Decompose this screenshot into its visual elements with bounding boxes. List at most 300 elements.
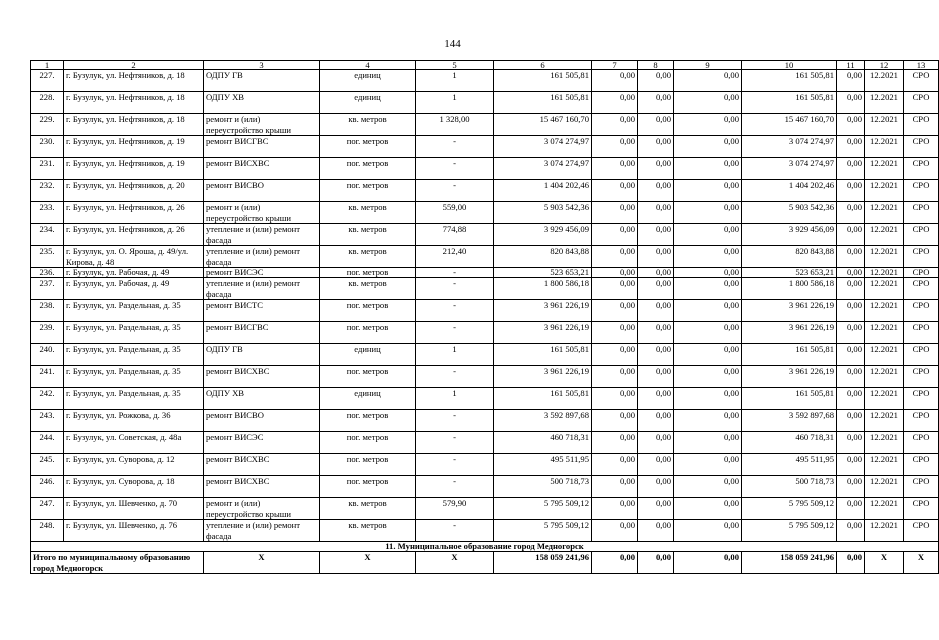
row-number: 247. [31, 498, 64, 520]
table-row [31, 268, 939, 278]
date-cell: 12.2021 [865, 136, 904, 158]
table-row [31, 388, 939, 410]
work-type-cell: утепление и (или) ремонт фасада [204, 278, 320, 300]
unit-cell: кв. метров [320, 278, 416, 300]
date-cell: 12.2021 [865, 224, 904, 246]
address-cell: г. Бузулук, ул. Раздельная, д. 35 [64, 300, 204, 322]
address-cell: г. Бузулук, ул. Нефтяников, д. 26 [64, 224, 204, 246]
source-cell: СРО [904, 432, 939, 454]
quantity-cell: 212,40 [416, 246, 494, 268]
value-cell: 0,00 [638, 498, 674, 520]
value-cell: 0,00 [674, 476, 742, 498]
work-type-cell: ремонт ВИСВО [204, 180, 320, 202]
total-cost-cell: 5 795 509,12 [742, 498, 837, 520]
date-cell: 12.2021 [865, 202, 904, 224]
unit-cell: единиц [320, 70, 416, 92]
table-row [31, 202, 939, 224]
source-cell: СРО [904, 246, 939, 268]
quantity-cell: - [416, 158, 494, 180]
column-number: 8 [638, 61, 674, 70]
table-row [31, 246, 939, 268]
column-number: 1 [31, 61, 64, 70]
total-cost-cell: 820 843,88 [742, 246, 837, 268]
row-number: 241. [31, 366, 64, 388]
source-cell: СРО [904, 520, 939, 542]
total-cost-cell: 1 800 586,18 [742, 278, 837, 300]
cost-cell: 15 467 160,70 [494, 114, 592, 136]
value-cell: 0,00 [837, 344, 865, 366]
cost-cell: 820 843,88 [494, 246, 592, 268]
total-x-cell: Х [204, 552, 320, 574]
date-cell: 12.2021 [865, 246, 904, 268]
date-cell: 12.2021 [865, 92, 904, 114]
unit-cell: кв. метров [320, 114, 416, 136]
total-x-cell: Х [865, 552, 904, 574]
value-cell: 0,00 [592, 366, 638, 388]
table-row [31, 476, 939, 498]
column-number: 11 [837, 61, 865, 70]
address-cell: г. Бузулук, ул. Нефтяников, д. 20 [64, 180, 204, 202]
table-row [31, 278, 939, 300]
table-row [31, 180, 939, 202]
source-cell: СРО [904, 388, 939, 410]
address-cell: г. Бузулук, ул. О. Яроша, д. 49/ул. Кирова, д. 48 [64, 246, 204, 268]
work-type-cell: ремонт ВИСЭС [204, 432, 320, 454]
source-cell: СРО [904, 300, 939, 322]
total-cost-cell: 3 961 226,19 [742, 322, 837, 344]
row-number: 236. [31, 268, 64, 278]
quantity-cell: - [416, 476, 494, 498]
total-cost-cell: 3 961 226,19 [742, 300, 837, 322]
value-cell: 0,00 [674, 268, 742, 278]
work-type-cell: ОДПУ ГВ [204, 344, 320, 366]
value-cell: 0,00 [837, 136, 865, 158]
address-cell: г. Бузулук, ул. Рабочая, д. 49 [64, 278, 204, 300]
column-number: 7 [592, 61, 638, 70]
value-cell: 0,00 [638, 454, 674, 476]
value-cell: 0,00 [592, 114, 638, 136]
row-number: 243. [31, 410, 64, 432]
total-x-cell: Х [320, 552, 416, 574]
value-cell: 0,00 [837, 322, 865, 344]
row-number: 233. [31, 202, 64, 224]
unit-cell: пог. метров [320, 476, 416, 498]
page-number: 144 [444, 38, 461, 50]
value-cell: 0,00 [592, 388, 638, 410]
cost-cell: 3 074 274,97 [494, 136, 592, 158]
unit-cell: пог. метров [320, 268, 416, 278]
cost-cell: 5 795 509,12 [494, 520, 592, 542]
quantity-cell: - [416, 432, 494, 454]
cost-cell: 3 961 226,19 [494, 366, 592, 388]
row-number: 235. [31, 246, 64, 268]
date-cell: 12.2021 [865, 476, 904, 498]
date-cell: 12.2021 [865, 432, 904, 454]
value-cell: 0,00 [837, 300, 865, 322]
value-cell: 0,00 [592, 344, 638, 366]
value-cell: 0,00 [674, 432, 742, 454]
date-cell: 12.2021 [865, 388, 904, 410]
value-cell: 0,00 [638, 432, 674, 454]
cost-cell: 5 795 509,12 [494, 498, 592, 520]
quantity-cell: - [416, 410, 494, 432]
unit-cell: пог. метров [320, 180, 416, 202]
value-cell: 0,00 [674, 366, 742, 388]
value-cell: 0,00 [674, 520, 742, 542]
unit-cell: пог. метров [320, 410, 416, 432]
value-cell: 0,00 [674, 70, 742, 92]
value-cell: 0,00 [837, 498, 865, 520]
source-cell: СРО [904, 268, 939, 278]
unit-cell: кв. метров [320, 498, 416, 520]
value-cell: 0,00 [638, 224, 674, 246]
value-cell: 0,00 [638, 202, 674, 224]
address-cell: г. Бузулук, ул. Раздельная, д. 35 [64, 322, 204, 344]
date-cell: 12.2021 [865, 268, 904, 278]
quantity-cell: 1 [416, 388, 494, 410]
value-cell: 0,00 [837, 70, 865, 92]
table-row [31, 498, 939, 520]
table-row [31, 70, 939, 92]
capital-repair-table [30, 60, 939, 574]
value-cell: 0,00 [592, 300, 638, 322]
quantity-cell: - [416, 366, 494, 388]
source-cell: СРО [904, 92, 939, 114]
address-cell: г. Бузулук, ул. Нефтяников, д. 18 [64, 70, 204, 92]
table-row [31, 454, 939, 476]
cost-cell: 161 505,81 [494, 388, 592, 410]
row-number: 232. [31, 180, 64, 202]
value-cell: 0,00 [674, 410, 742, 432]
value-cell: 0,00 [592, 202, 638, 224]
value-cell: 0,00 [674, 344, 742, 366]
work-type-cell: ремонт и (или) переустройство крыши [204, 498, 320, 520]
table-row [31, 410, 939, 432]
quantity-cell: - [416, 454, 494, 476]
work-type-cell: утепление и (или) ремонт фасада [204, 246, 320, 268]
address-cell: г. Бузулук, ул. Нефтяников, д. 18 [64, 92, 204, 114]
value-cell: 0,00 [638, 322, 674, 344]
total-cost-cell: 495 511,95 [742, 454, 837, 476]
work-type-cell: ремонт ВИСВО [204, 410, 320, 432]
quantity-cell: - [416, 136, 494, 158]
row-number: 245. [31, 454, 64, 476]
column-number: 12 [865, 61, 904, 70]
cost-cell: 460 718,31 [494, 432, 592, 454]
row-number: 237. [31, 278, 64, 300]
work-type-cell: ремонт ВИСГВС [204, 322, 320, 344]
work-type-cell: ремонт и (или) переустройство крыши [204, 202, 320, 224]
value-cell: 0,00 [837, 114, 865, 136]
value-cell: 0,00 [592, 520, 638, 542]
cost-cell: 500 718,73 [494, 476, 592, 498]
date-cell: 12.2021 [865, 158, 904, 180]
value-cell: 0,00 [674, 388, 742, 410]
value-cell: 0,00 [592, 454, 638, 476]
address-cell: г. Бузулук, ул. Раздельная, д. 35 [64, 366, 204, 388]
table-row [31, 520, 939, 542]
table-row [31, 224, 939, 246]
date-cell: 12.2021 [865, 366, 904, 388]
value-cell: 0,00 [592, 92, 638, 114]
total-cost-cell: 161 505,81 [742, 92, 837, 114]
value-cell: 0,00 [638, 246, 674, 268]
unit-cell: единиц [320, 388, 416, 410]
value-cell: 0,00 [674, 224, 742, 246]
value-cell: 0,00 [592, 158, 638, 180]
source-cell: СРО [904, 158, 939, 180]
table-row [31, 114, 939, 136]
table-row [31, 136, 939, 158]
cost-cell: 161 505,81 [494, 92, 592, 114]
table-row [31, 300, 939, 322]
value-cell: 0,00 [638, 388, 674, 410]
row-number: 231. [31, 158, 64, 180]
value-cell: 0,00 [638, 476, 674, 498]
date-cell: 12.2021 [865, 70, 904, 92]
total-cost-cell: 161 505,81 [742, 70, 837, 92]
address-cell: г. Бузулук, ул. Рабочая, д. 49 [64, 268, 204, 278]
row-number: 246. [31, 476, 64, 498]
value-cell: 0,00 [837, 202, 865, 224]
value-cell: 0,00 [837, 268, 865, 278]
unit-cell: пог. метров [320, 454, 416, 476]
quantity-cell: 774,88 [416, 224, 494, 246]
section-title: 11. Муниципальное образование город Медногорск [31, 542, 939, 552]
value-cell: 0,00 [837, 92, 865, 114]
total-cost-cell: 3 592 897,68 [742, 410, 837, 432]
date-cell: 12.2021 [865, 498, 904, 520]
total-cost-cell: 500 718,73 [742, 476, 837, 498]
value-cell: 0,00 [638, 366, 674, 388]
value-cell: 0,00 [837, 278, 865, 300]
total-cost-cell: 523 653,21 [742, 268, 837, 278]
value-cell: 0,00 [638, 520, 674, 542]
row-number: 248. [31, 520, 64, 542]
table-row [31, 344, 939, 366]
value-cell: 0,00 [638, 300, 674, 322]
source-cell: СРО [904, 344, 939, 366]
total-value-cell: 0,00 [837, 552, 865, 574]
work-type-cell: ремонт ВИСХВС [204, 454, 320, 476]
table-body [31, 61, 939, 574]
work-type-cell: ОДПУ ГВ [204, 70, 320, 92]
value-cell: 0,00 [837, 388, 865, 410]
address-cell: г. Бузулук, ул. Шевченко, д. 76 [64, 520, 204, 542]
work-type-cell: ремонт ВИСХВС [204, 158, 320, 180]
total-cost-cell: 3 074 274,97 [742, 158, 837, 180]
unit-cell: единиц [320, 92, 416, 114]
row-number: 238. [31, 300, 64, 322]
table-row [31, 432, 939, 454]
work-type-cell: утепление и (или) ремонт фасада [204, 224, 320, 246]
value-cell: 0,00 [592, 476, 638, 498]
date-cell: 12.2021 [865, 410, 904, 432]
value-cell: 0,00 [592, 180, 638, 202]
value-cell: 0,00 [837, 180, 865, 202]
source-cell: СРО [904, 322, 939, 344]
value-cell: 0,00 [837, 520, 865, 542]
value-cell: 0,00 [638, 114, 674, 136]
quantity-cell: - [416, 322, 494, 344]
unit-cell: кв. метров [320, 224, 416, 246]
quantity-cell: - [416, 278, 494, 300]
address-cell: г. Бузулук, ул. Нефтяников, д. 19 [64, 136, 204, 158]
column-number: 5 [416, 61, 494, 70]
value-cell: 0,00 [638, 268, 674, 278]
cost-cell: 3 592 897,68 [494, 410, 592, 432]
source-cell: СРО [904, 180, 939, 202]
value-cell: 0,00 [592, 246, 638, 268]
total-cost-cell: 460 718,31 [742, 432, 837, 454]
total-cost-cell: 5 795 509,12 [742, 520, 837, 542]
address-cell: г. Бузулук, ул. Рожкова, д. 36 [64, 410, 204, 432]
total-cost-cell: 161 505,81 [742, 344, 837, 366]
quantity-cell: - [416, 180, 494, 202]
value-cell: 0,00 [837, 158, 865, 180]
row-number: 239. [31, 322, 64, 344]
row-number: 228. [31, 92, 64, 114]
column-number: 13 [904, 61, 939, 70]
column-number: 4 [320, 61, 416, 70]
row-number: 242. [31, 388, 64, 410]
column-number: 2 [64, 61, 204, 70]
unit-cell: кв. метров [320, 202, 416, 224]
unit-cell: пог. метров [320, 322, 416, 344]
address-cell: г. Бузулук, ул. Шевченко, д. 70 [64, 498, 204, 520]
unit-cell: кв. метров [320, 246, 416, 268]
unit-cell: пог. метров [320, 300, 416, 322]
source-cell: СРО [904, 278, 939, 300]
value-cell: 0,00 [592, 268, 638, 278]
source-cell: СРО [904, 476, 939, 498]
value-cell: 0,00 [592, 278, 638, 300]
total-cost-cell: 158 059 241,96 [494, 552, 592, 574]
value-cell: 0,00 [674, 498, 742, 520]
source-cell: СРО [904, 224, 939, 246]
quantity-cell: - [416, 300, 494, 322]
value-cell: 0,00 [674, 136, 742, 158]
work-type-cell: ремонт ВИСГВС [204, 136, 320, 158]
cost-cell: 3 074 274,97 [494, 158, 592, 180]
date-cell: 12.2021 [865, 300, 904, 322]
value-cell: 0,00 [837, 476, 865, 498]
address-cell: г. Бузулук, ул. Суворова, д. 12 [64, 454, 204, 476]
quantity-cell: 1 [416, 70, 494, 92]
date-cell: 12.2021 [865, 344, 904, 366]
work-type-cell: ОДПУ ХВ [204, 92, 320, 114]
value-cell: 0,00 [674, 158, 742, 180]
quantity-cell: 1 [416, 344, 494, 366]
work-type-cell: утепление и (или) ремонт фасада [204, 520, 320, 542]
total-value-cell: 0,00 [592, 552, 638, 574]
value-cell: 0,00 [638, 410, 674, 432]
address-cell: г. Бузулук, ул. Нефтяников, д. 26 [64, 202, 204, 224]
value-cell: 0,00 [837, 246, 865, 268]
work-type-cell: ОДПУ ХВ [204, 388, 320, 410]
date-cell: 12.2021 [865, 278, 904, 300]
total-cost-cell: 3 074 274,97 [742, 136, 837, 158]
value-cell: 0,00 [592, 432, 638, 454]
row-number: 240. [31, 344, 64, 366]
date-cell: 12.2021 [865, 114, 904, 136]
cost-cell: 523 653,21 [494, 268, 592, 278]
unit-cell: пог. метров [320, 158, 416, 180]
value-cell: 0,00 [674, 278, 742, 300]
cost-cell: 3 929 456,09 [494, 224, 592, 246]
value-cell: 0,00 [837, 366, 865, 388]
source-cell: СРО [904, 498, 939, 520]
value-cell: 0,00 [837, 410, 865, 432]
value-cell: 0,00 [638, 180, 674, 202]
address-cell: г. Бузулук, ул. Раздельная, д. 35 [64, 388, 204, 410]
value-cell: 0,00 [592, 322, 638, 344]
value-cell: 0,00 [592, 498, 638, 520]
value-cell: 0,00 [837, 224, 865, 246]
address-cell: г. Бузулук, ул. Нефтяников, д. 18 [64, 114, 204, 136]
value-cell: 0,00 [674, 300, 742, 322]
row-number: 230. [31, 136, 64, 158]
unit-cell: единиц [320, 344, 416, 366]
cost-cell: 161 505,81 [494, 344, 592, 366]
total-label: Итого по муниципальному образованию город Медногорск [31, 552, 204, 574]
source-cell: СРО [904, 410, 939, 432]
value-cell: 0,00 [674, 322, 742, 344]
address-cell: г. Бузулук, ул. Советская, д. 48а [64, 432, 204, 454]
total-value-cell: 0,00 [674, 552, 742, 574]
work-type-cell: ремонт и (или) переустройство крыши [204, 114, 320, 136]
value-cell: 0,00 [592, 224, 638, 246]
value-cell: 0,00 [592, 136, 638, 158]
address-cell: г. Бузулук, ул. Суворова, д. 18 [64, 476, 204, 498]
source-cell: СРО [904, 202, 939, 224]
value-cell: 0,00 [674, 202, 742, 224]
cost-cell: 495 511,95 [494, 454, 592, 476]
unit-cell: кв. метров [320, 520, 416, 542]
cost-cell: 1 800 586,18 [494, 278, 592, 300]
total-sum-cell: 158 059 241,96 [742, 552, 837, 574]
quantity-cell: - [416, 268, 494, 278]
cost-cell: 3 961 226,19 [494, 300, 592, 322]
cost-cell: 161 505,81 [494, 70, 592, 92]
column-number: 3 [204, 61, 320, 70]
value-cell: 0,00 [674, 92, 742, 114]
address-cell: г. Бузулук, ул. Нефтяников, д. 19 [64, 158, 204, 180]
quantity-cell: 559,00 [416, 202, 494, 224]
source-cell: СРО [904, 114, 939, 136]
total-x-cell: Х [416, 552, 494, 574]
date-cell: 12.2021 [865, 180, 904, 202]
column-number: 6 [494, 61, 592, 70]
value-cell: 0,00 [638, 278, 674, 300]
total-cost-cell: 1 404 202,46 [742, 180, 837, 202]
total-cost-cell: 15 467 160,70 [742, 114, 837, 136]
row-number: 234. [31, 224, 64, 246]
quantity-cell: 579,90 [416, 498, 494, 520]
total-cost-cell: 3 929 456,09 [742, 224, 837, 246]
value-cell: 0,00 [674, 246, 742, 268]
value-cell: 0,00 [638, 92, 674, 114]
column-number: 10 [742, 61, 837, 70]
value-cell: 0,00 [638, 136, 674, 158]
address-cell: г. Бузулук, ул. Раздельная, д. 35 [64, 344, 204, 366]
value-cell: 0,00 [837, 432, 865, 454]
value-cell: 0,00 [674, 114, 742, 136]
work-type-cell: ремонт ВИСХВС [204, 476, 320, 498]
date-cell: 12.2021 [865, 520, 904, 542]
work-type-cell: ремонт ВИСЭС [204, 268, 320, 278]
value-cell: 0,00 [638, 70, 674, 92]
